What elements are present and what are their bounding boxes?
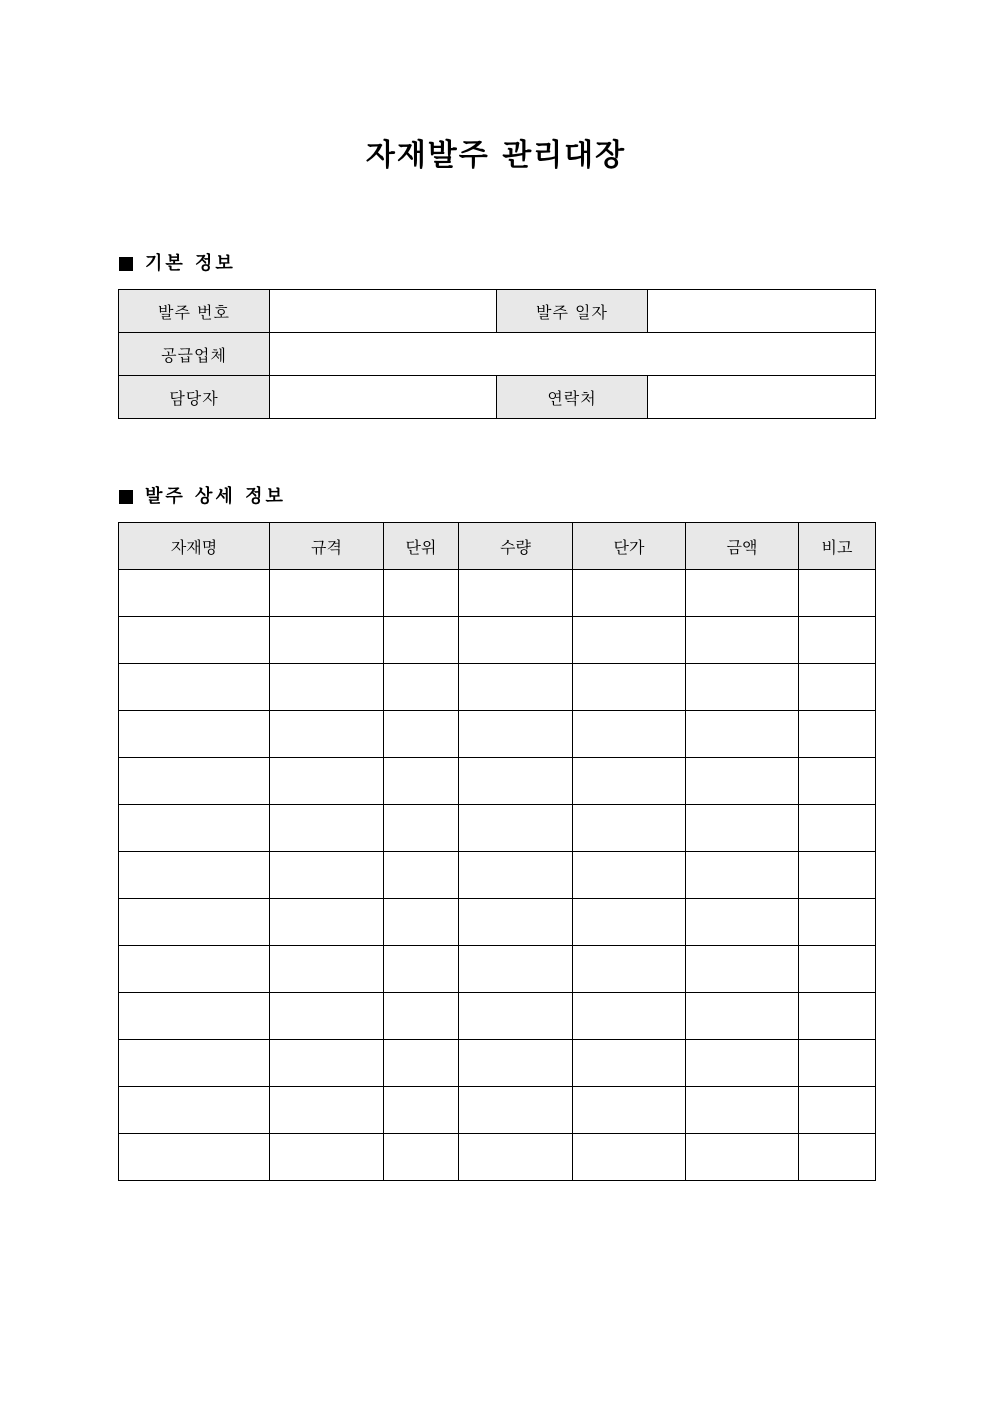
quantity-cell[interactable] xyxy=(459,664,573,711)
order-date-field[interactable] xyxy=(648,290,876,333)
material-name-cell[interactable] xyxy=(119,758,270,805)
remarks-cell[interactable] xyxy=(799,993,876,1040)
specification-cell[interactable] xyxy=(270,852,384,899)
specification-cell[interactable] xyxy=(270,946,384,993)
unit-cell[interactable] xyxy=(384,617,459,664)
remarks-cell[interactable] xyxy=(799,946,876,993)
order-number-label: 발주 번호 xyxy=(119,290,270,333)
specification-cell[interactable] xyxy=(270,805,384,852)
unit-cell[interactable] xyxy=(384,899,459,946)
column-header-unit: 단위 xyxy=(384,523,459,570)
quantity-cell[interactable] xyxy=(459,1134,573,1181)
remarks-cell[interactable] xyxy=(799,852,876,899)
remarks-cell[interactable] xyxy=(799,758,876,805)
manager-label: 담당자 xyxy=(119,376,270,419)
basic-info-row xyxy=(119,376,876,419)
amount-cell[interactable] xyxy=(686,617,799,664)
table-row xyxy=(119,1040,876,1087)
remarks-cell[interactable] xyxy=(799,1040,876,1087)
amount-cell[interactable] xyxy=(686,664,799,711)
material-name-cell[interactable] xyxy=(119,1087,270,1134)
unit-cell[interactable] xyxy=(384,805,459,852)
specification-cell[interactable] xyxy=(270,993,384,1040)
column-header-amount: 금액 xyxy=(686,523,799,570)
quantity-cell[interactable] xyxy=(459,946,573,993)
material-name-cell[interactable] xyxy=(119,899,270,946)
material-name-cell[interactable] xyxy=(119,711,270,758)
unit-cell[interactable] xyxy=(384,993,459,1040)
table-row xyxy=(119,805,876,852)
unit-cell[interactable] xyxy=(384,852,459,899)
material-name-cell[interactable] xyxy=(119,805,270,852)
amount-cell[interactable] xyxy=(686,711,799,758)
remarks-cell[interactable] xyxy=(799,1087,876,1134)
table-row xyxy=(119,899,876,946)
amount-cell[interactable] xyxy=(686,758,799,805)
basic-info-table xyxy=(118,289,876,419)
supplier-label: 공급업체 xyxy=(119,333,270,376)
remarks-cell[interactable] xyxy=(799,805,876,852)
unit-price-cell[interactable] xyxy=(573,664,686,711)
unit-cell[interactable] xyxy=(384,664,459,711)
table-row xyxy=(119,852,876,899)
amount-cell[interactable] xyxy=(686,946,799,993)
unit-price-cell[interactable] xyxy=(573,570,686,617)
basic-info-row xyxy=(119,333,876,376)
quantity-cell[interactable] xyxy=(459,899,573,946)
table-row xyxy=(119,1087,876,1134)
unit-price-cell[interactable] xyxy=(573,946,686,993)
section-heading-label: 기본 정보 xyxy=(145,253,236,274)
amount-cell[interactable] xyxy=(686,899,799,946)
quantity-cell[interactable] xyxy=(459,758,573,805)
unit-price-cell[interactable] xyxy=(573,711,686,758)
unit-cell[interactable] xyxy=(384,1040,459,1087)
manager-field[interactable] xyxy=(270,376,497,419)
unit-cell[interactable] xyxy=(384,758,459,805)
column-header-remarks: 비고 xyxy=(799,523,876,570)
quantity-cell[interactable] xyxy=(459,993,573,1040)
specification-cell[interactable] xyxy=(270,711,384,758)
unit-cell[interactable] xyxy=(384,711,459,758)
column-header-specification: 규격 xyxy=(270,523,384,570)
material-name-cell[interactable] xyxy=(119,617,270,664)
material-name-cell[interactable] xyxy=(119,570,270,617)
amount-cell[interactable] xyxy=(686,1134,799,1181)
table-row xyxy=(119,946,876,993)
remarks-cell[interactable] xyxy=(799,899,876,946)
table-header-row xyxy=(119,523,876,570)
unit-cell[interactable] xyxy=(384,946,459,993)
material-name-cell[interactable] xyxy=(119,664,270,711)
specification-cell[interactable] xyxy=(270,617,384,664)
table-row xyxy=(119,617,876,664)
quantity-cell[interactable] xyxy=(459,805,573,852)
unit-price-cell[interactable] xyxy=(573,1087,686,1134)
specification-cell[interactable] xyxy=(270,570,384,617)
section-heading-order-details xyxy=(119,485,286,509)
table-row xyxy=(119,758,876,805)
quantity-cell[interactable] xyxy=(459,617,573,664)
material-name-cell[interactable] xyxy=(119,1134,270,1181)
square-bullet-icon xyxy=(119,490,133,504)
unit-price-cell[interactable] xyxy=(573,617,686,664)
unit-price-cell[interactable] xyxy=(573,852,686,899)
table-row xyxy=(119,664,876,711)
amount-cell[interactable] xyxy=(686,570,799,617)
order-detail-body xyxy=(119,570,876,1181)
unit-price-cell[interactable] xyxy=(573,1134,686,1181)
amount-cell[interactable] xyxy=(686,1040,799,1087)
quantity-cell[interactable] xyxy=(459,1087,573,1134)
table-row xyxy=(119,570,876,617)
unit-price-cell[interactable] xyxy=(573,805,686,852)
column-header-unit-price: 단가 xyxy=(573,523,686,570)
material-name-cell[interactable] xyxy=(119,993,270,1040)
unit-cell[interactable] xyxy=(384,570,459,617)
contact-field[interactable] xyxy=(648,376,876,419)
amount-cell[interactable] xyxy=(686,993,799,1040)
amount-cell[interactable] xyxy=(686,1087,799,1134)
table-row xyxy=(119,993,876,1040)
quantity-cell[interactable] xyxy=(459,852,573,899)
order-detail-table xyxy=(118,522,876,1181)
unit-price-cell[interactable] xyxy=(573,758,686,805)
specification-cell[interactable] xyxy=(270,1040,384,1087)
basic-info-row xyxy=(119,290,876,333)
material-name-cell[interactable] xyxy=(119,852,270,899)
remarks-cell[interactable] xyxy=(799,617,876,664)
specification-cell[interactable] xyxy=(270,1087,384,1134)
page-title: 자재발주 관리대장 xyxy=(365,138,627,173)
unit-price-cell[interactable] xyxy=(573,899,686,946)
remarks-cell[interactable] xyxy=(799,570,876,617)
column-header-material-name: 자재명 xyxy=(119,523,270,570)
unit-cell[interactable] xyxy=(384,1087,459,1134)
section-heading-label: 발주 상세 정보 xyxy=(145,486,286,507)
column-header-quantity: 수량 xyxy=(459,523,573,570)
specification-cell[interactable] xyxy=(270,664,384,711)
table-row xyxy=(119,1134,876,1181)
order-number-field[interactable] xyxy=(270,290,497,333)
quantity-cell[interactable] xyxy=(459,711,573,758)
section-heading-basic-info xyxy=(119,252,236,276)
specification-cell[interactable] xyxy=(270,899,384,946)
specification-cell[interactable] xyxy=(270,1134,384,1181)
amount-cell[interactable] xyxy=(686,852,799,899)
unit-price-cell[interactable] xyxy=(573,1040,686,1087)
remarks-cell[interactable] xyxy=(799,1134,876,1181)
quantity-cell[interactable] xyxy=(459,570,573,617)
unit-cell[interactable] xyxy=(384,1134,459,1181)
material-name-cell[interactable] xyxy=(119,1040,270,1087)
square-bullet-icon xyxy=(119,257,133,271)
table-row xyxy=(119,711,876,758)
remarks-cell[interactable] xyxy=(799,664,876,711)
material-name-cell[interactable] xyxy=(119,946,270,993)
order-date-label: 발주 일자 xyxy=(497,290,648,333)
quantity-cell[interactable] xyxy=(459,1040,573,1087)
supplier-field[interactable] xyxy=(270,333,876,376)
remarks-cell[interactable] xyxy=(799,711,876,758)
specification-cell[interactable] xyxy=(270,758,384,805)
contact-label: 연락처 xyxy=(497,376,648,419)
unit-price-cell[interactable] xyxy=(573,993,686,1040)
amount-cell[interactable] xyxy=(686,805,799,852)
